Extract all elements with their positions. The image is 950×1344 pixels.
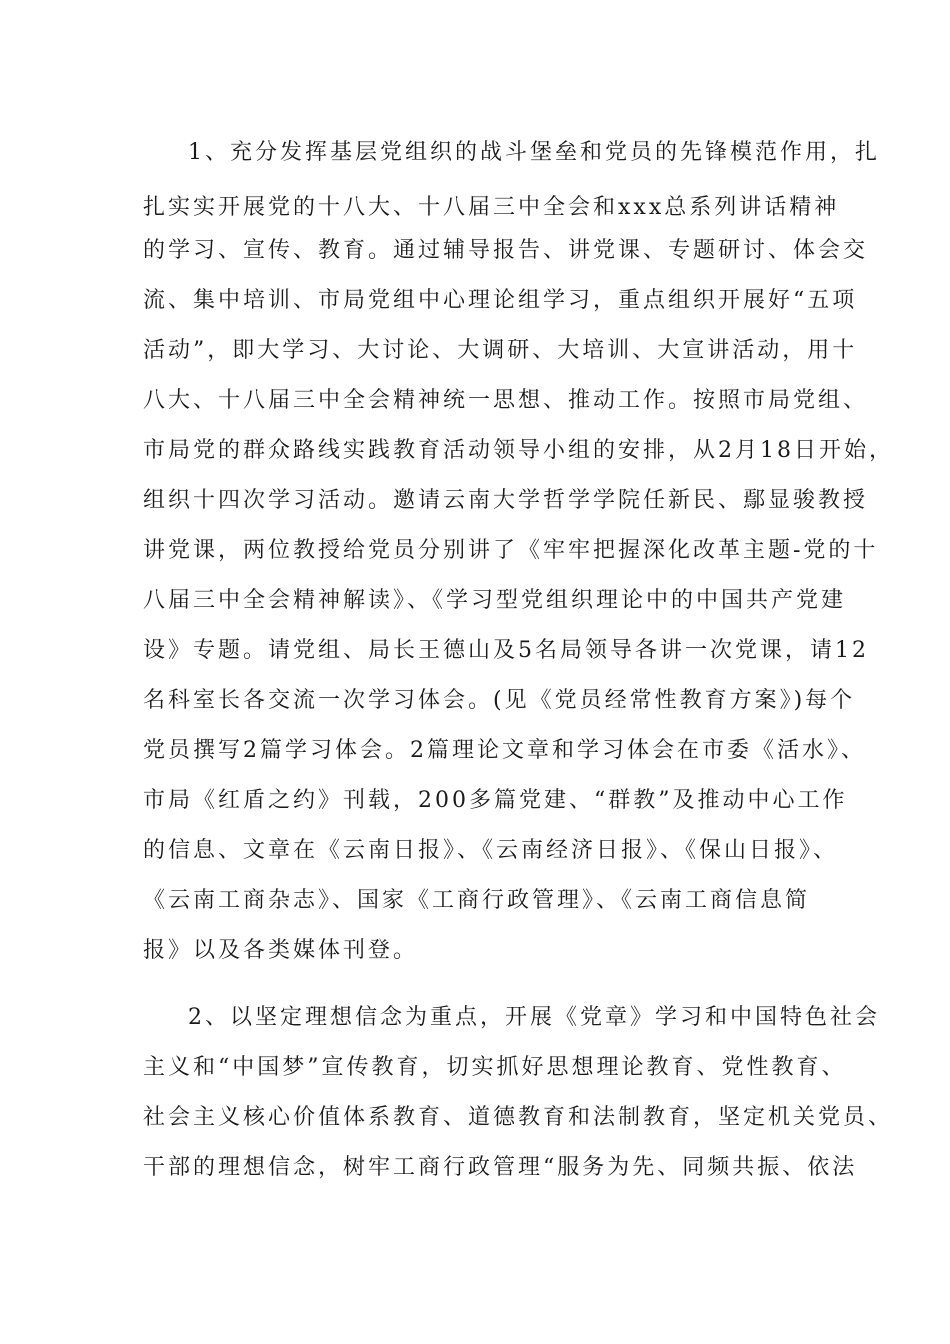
paragraph-1-line-2: 扎实实开展党的十八大、十八届三中全会和xxx总系列讲话精神 bbox=[143, 195, 840, 220]
paragraph-1-line-16: 《云南工商杂志》、国家《工商行政管理》、《云南工商信息简 bbox=[143, 888, 811, 913]
paragraph-1-line-6: 八大、十八届三中全会精神统一思想、推动工作。按照市局党组、 bbox=[143, 388, 869, 413]
paragraph-2-line-2: 主义和“中国梦”宣传教育，切实抓好思想理论教育、党性教育、 bbox=[143, 1055, 847, 1080]
paragraph-1-line-12: 名科室长各交流一次学习体会。(见《党员经常性教育方案》)每个 bbox=[143, 688, 856, 713]
paragraph-1-line-13: 党员撰写2篇学习体会。2篇理论文章和学习体会在市委《活水》、 bbox=[143, 738, 866, 763]
paragraph-2-line-3: 社会主义核心价值体系教育、道德教育和法制教育，坚定机关党员、 bbox=[143, 1105, 894, 1130]
paragraph-1-line-11: 设》专题。请党组、局长王德山及5名局领导各讲一次党课，请12 bbox=[143, 638, 869, 663]
paragraph-1-line-17: 报》以及各类媒体刊登。 bbox=[143, 938, 419, 963]
paragraph-1-line-5: 活动”，即大学习、大讨论、大调研、大培训、大宣讲活动，用十 bbox=[143, 338, 858, 363]
paragraph-1-line-10: 八届三中全会精神解读》、《学习型党组织理论中的中国共产党建 bbox=[143, 588, 847, 613]
paragraph-1-line-7: 市局党的群众路线实践教育活动领导小组的安排，从2月18日开始， bbox=[143, 438, 894, 463]
paragraph-1-line-9: 讲党课，两位教授给党员分别讲了《牢牢把握深化改革主题-党的十 bbox=[143, 538, 879, 563]
paragraph-2-line-1: 2、以坚定理想信念为重点，开展《党章》学习和中国特色社会 bbox=[188, 1005, 880, 1030]
paragraph-2-line-4: 干部的理想信念，树牢工商行政管理“服务为先、同频共振、依法 bbox=[143, 1155, 858, 1180]
paragraph-1-line-14: 市局《红盾之约》刊载，200多篇党建、“群教”及推动中心工作 bbox=[143, 788, 848, 813]
paragraph-1-line-3: 的学习、宣传、教育。通过辅导报告、讲党课、专题研讨、体会交 bbox=[143, 238, 869, 263]
paragraph-1-line-1: 1、充分发挥基层党组织的战斗堡垒和党员的先锋模范作用，扎 bbox=[188, 140, 880, 165]
paragraph-1-line-15: 的信息、文章在《云南日报》、《云南经济日报》、《保山日报》、 bbox=[143, 838, 839, 863]
paragraph-1-line-8: 组织十四次学习活动。邀请云南大学哲学学院任新民、鄢显骏教授 bbox=[143, 488, 869, 513]
paragraph-1-line-4: 流、集中培训、市局党组中心理论组学习，重点组织开展好“五项 bbox=[143, 288, 858, 313]
